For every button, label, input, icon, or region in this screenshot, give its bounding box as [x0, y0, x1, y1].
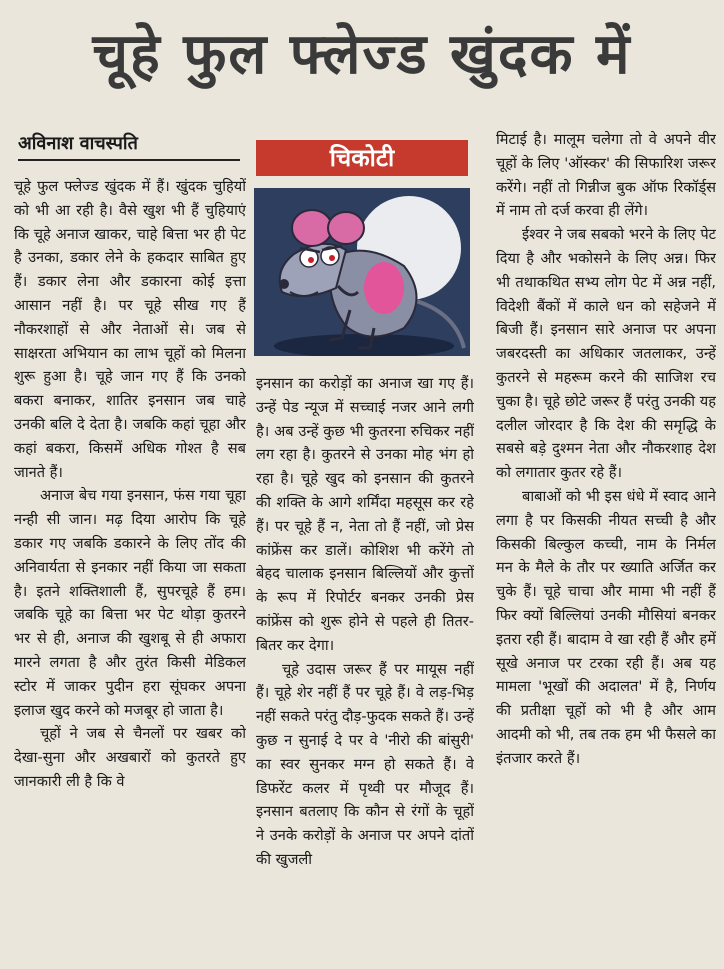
paragraph: बाबाओं को भी इस धंधे में स्वाद आने लगा है पर किसकी नीयत सच्ची है और किसकी बिल्कुल कच्ची, नाम के निर्मल मन के मैले के तौर पर ख्याति अर्जित कर चुके हैं। चूहे चाचा और मामा भी नहीं हैं फिर क्यों बिल्लियां उनकी मौसियां बनकर इतरा रही हैं। बादाम वे खा रही हैं और हमें सूखे अनाज पर टरका रही हैं। अब यह मामला 'भूखों की अदालत' में है, निर्णय की प्रतीक्षा चूहों को भी है और आम आदमी को भी, तब तक हम भी फैसले का इंतजार करते हैं। [496, 487, 716, 767]
paragraph: इनसान का करोड़ों का अनाज खा गए हैं। उन्हें पेड न्यूज में सच्चाई नजर आने लगी है। अब उन्हें कुछ भी कुतरना रुचिकर नहीं लग रहा है। कुतरने से उनका मोह भंग हो रहा है। चूहे खुद को इनसान की कुतरने की शक्ति के आगे शर्मिंदा महसूस कर रहे हैं। पर चूहे हैं न, नेता तो हैं नहीं, जो प्रेस कांफ्रेंस कर डालें। कोशिश भी करेंगे तो बेहद चालाक इनसान बिल्लियों और कुत्तों के रूप में रिपोर्टर बनकर उनकी प्रेस कांफ्रेंस को शुरू होने से पहले ही तितर-बितर कर देगा। [256, 375, 474, 654]
column-rubric: चिकोटी [256, 140, 468, 176]
paragraph: चूहे फुल फ्लेज्ड खुंदक में हैं। खुंदक चुहियों को भी आ रही है। वैसे खुश भी हैं चुहियाएं कि चूहे अनाज खाकर, चाहे बित्ता भर ही पेट है उनका, डकार लेने के हकदार साबित हुए हैं। डकार लेना और डकारना कोई इत्ता आसान नहीं है। पर चूहे सीख गए हैं नौकरशाहों से और नेताओं से। जब से साक्षरता अभियान का लाभ चूहों को मिलना शुरू हुआ है। चूहे जान गए हैं कि उनको बकरा बनाकर, शातिर इनसान जब चाहे उनकी बलि दे देता है। जबकि कहां चूहा और कहां बकरा, किसमें अधिक गोश्त है सब जानते हैं। [14, 178, 246, 481]
author-byline: अविनाश वाचस्पति [18, 132, 240, 161]
article-column-2 [256, 372, 474, 966]
article-column-3 [496, 128, 716, 966]
paragraph: मिटाई है। मालूम चलेगा तो वे अपने वीर चूहों के लिए 'ऑस्कर' की सिफारिश जरूर करेंगे। नहीं तो गिन्नीज बुक ऑफ रिकॉर्ड्स में नाम तो दर्ज करवा ही लेंगे। [496, 131, 716, 220]
article-column-1 [14, 175, 246, 965]
paragraph: अनाज बेच गया इनसान, फंस गया चूहा नन्ही सी जान। मढ़ दिया आरोप कि चूहे डकार गए जबकि डकारने के लिए तोंद की अनिवार्यता से इनकार नहीं किया जा सकता है। इतने शक्तिशाली हैं, सुपरचूहे हैं हम। जबकि चूहे का बित्ता भर पेट थोड़ा कुतरने भर से ही, अनाज की खुशबू से ही अफारा मारने लगता है और तुरंत किसी मेडिकल स्टोर में जाकर पुदीन हरा सूंघकर अपना इलाज खुद करने को मजबूर हो जाता है। [14, 487, 246, 719]
paragraph: ईश्वर ने जब सबको भरने के लिए पेट दिया है और भकोसने के लिए अन्न। फिर भी तथाकथित सभ्य लोग पेट में अन्न नहीं, विदेशी बैंकों में काले धन को सहेजने में बिजी हैं। इनसान सारे अनाज पर अपना जबरदस्ती का अधिकार जतलाकर, उन्हें कुतरने से महरूम करने की साजिश रच चुका है। चूहे छोटे जरूर हैं परंतु उनकी यह दलील जोरदार है कि देश की समृद्धि के सबसे बड़े दुश्मन नेता और नौकरशाह देश को लगातार कुतर रहे हैं। [496, 226, 716, 482]
article-headline: चूहे फुल फ्लेज्ड खुंदक में [92, 22, 632, 87]
paragraph: चूहे उदास जरूर हैं पर मायूस नहीं हैं। चूहे शेर नहीं हैं पर चूहे हैं। वे लड़-भिड़ नहीं सकते परंतु दौड़-फुदक सकते हैं। उन्हें कुछ न सुनाई दे पर वे 'नीरो की बांसुरी' का स्वर सुनकर मग्न हो सकते हैं। वे डिफरेंट कलर में पृथ्वी पर मौजूद हैं। इनसान बतलाए कि कौन से रंगों के चूहों ने उनके करोड़ों के अनाज पर अपने दांतों की खुजली [256, 660, 474, 868]
paragraph: चूहों ने जब से चैनलों पर खबर को देखा-सुना और अखबारों को कुतरते हुए जानकारी ली है कि वे [14, 725, 246, 790]
cartoon-rat-icon [254, 188, 470, 356]
